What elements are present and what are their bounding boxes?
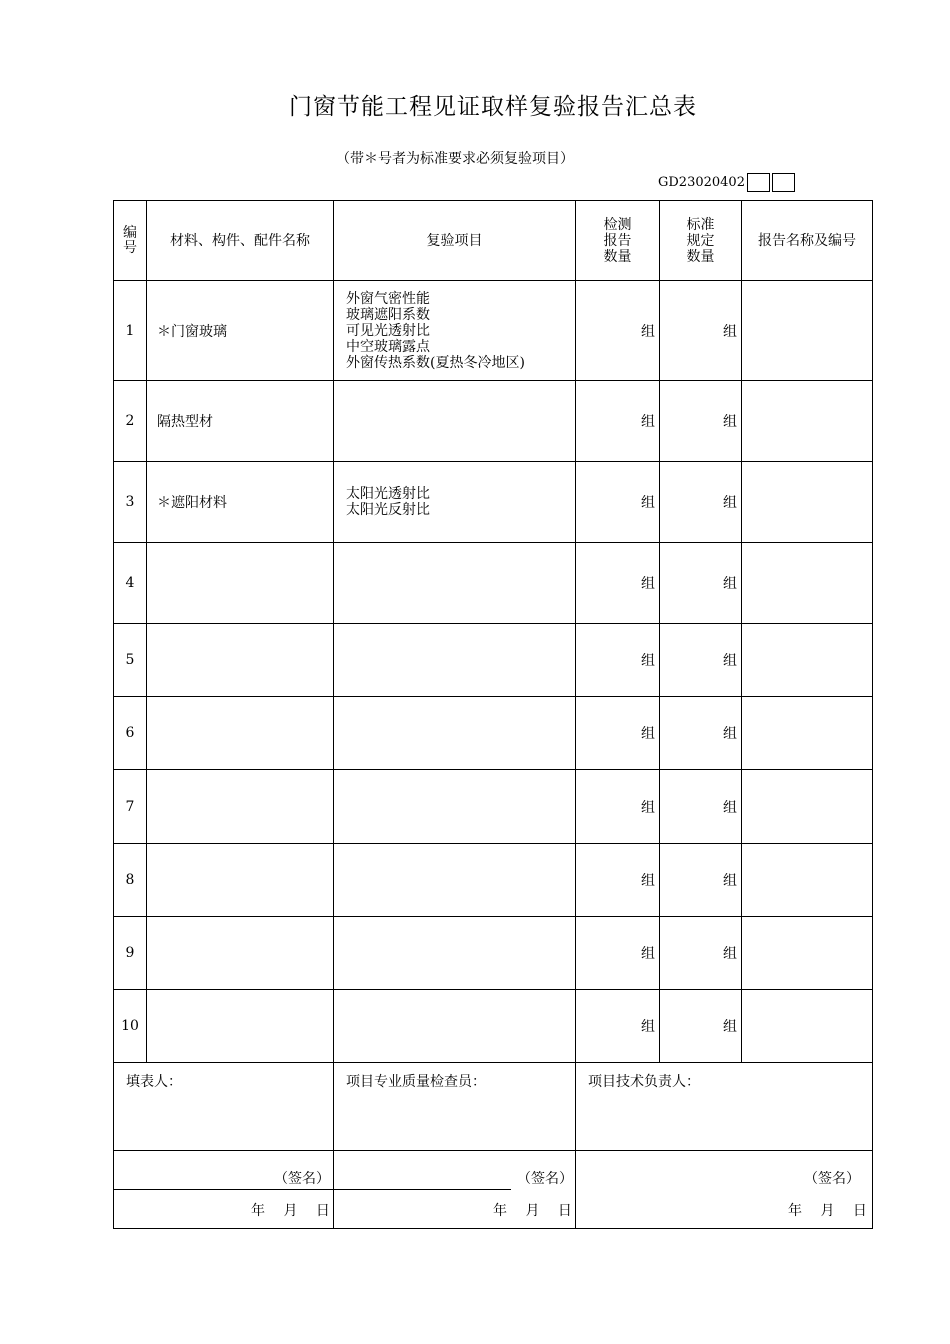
row-number: 2 — [114, 381, 147, 462]
material-name[interactable]: ＊遮阳材料 — [147, 462, 334, 543]
test-report-qty[interactable]: 组 — [576, 844, 660, 917]
report-name-number[interactable] — [742, 624, 873, 697]
doc-code-text: GD23020402 — [658, 175, 745, 190]
header-test-qty-text: 检测报告数量 — [603, 216, 632, 265]
report-name-number[interactable] — [742, 990, 873, 1063]
signature-label-row — [114, 1063, 873, 1151]
retest-items[interactable] — [334, 381, 576, 462]
inspector-sign-label: （签名） — [517, 1171, 573, 1187]
row-number: 7 — [114, 770, 147, 844]
table-row — [114, 624, 873, 697]
test-report-qty[interactable]: 组 — [576, 990, 660, 1063]
retest-items[interactable] — [334, 770, 576, 844]
material-name[interactable] — [147, 770, 334, 844]
test-report-qty[interactable]: 组 — [576, 281, 660, 381]
summary-table — [113, 200, 873, 1229]
table-row — [114, 990, 873, 1063]
report-name-number[interactable] — [742, 917, 873, 990]
standard-qty[interactable]: 组 — [660, 381, 742, 462]
report-name-number[interactable] — [742, 844, 873, 917]
retest-item: 外窗气密性能 — [346, 290, 430, 307]
table-row — [114, 844, 873, 917]
inspector-date — [493, 1200, 572, 1220]
test-report-qty[interactable]: 组 — [576, 624, 660, 697]
retest-items[interactable] — [334, 543, 576, 624]
table-row — [114, 543, 873, 624]
filler-month: 月 — [283, 1203, 298, 1219]
header-no — [114, 201, 147, 281]
material-name[interactable] — [147, 624, 334, 697]
standard-qty[interactable]: 组 — [660, 543, 742, 624]
report-name-number[interactable] — [742, 543, 873, 624]
inspector-month: 月 — [525, 1203, 540, 1219]
row-number: 6 — [114, 697, 147, 770]
report-name-number[interactable] — [742, 697, 873, 770]
row-number: 4 — [114, 543, 147, 624]
header-row — [114, 201, 873, 281]
test-report-qty[interactable]: 组 — [576, 770, 660, 844]
tech-lead-label: 项目技术负责人： — [576, 1063, 873, 1151]
tech-lead-sign-label: （签名） — [804, 1171, 860, 1187]
material-name[interactable] — [147, 697, 334, 770]
standard-qty[interactable]: 组 — [660, 624, 742, 697]
retest-items[interactable] — [334, 624, 576, 697]
material-name[interactable] — [147, 844, 334, 917]
header-no-text: 编号 — [123, 224, 137, 256]
retest-items[interactable] — [334, 462, 576, 543]
standard-qty[interactable]: 组 — [660, 844, 742, 917]
tech-lead-day: 日 — [852, 1203, 867, 1219]
filler-year: 年 — [251, 1203, 265, 1219]
test-report-qty[interactable]: 组 — [576, 462, 660, 543]
report-name-number[interactable] — [742, 281, 873, 381]
tech-lead-year: 年 — [788, 1203, 802, 1219]
doc-code-box-1[interactable] — [747, 173, 770, 192]
retest-item: 中空玻璃露点 — [346, 338, 430, 355]
retest-items[interactable] — [334, 917, 576, 990]
page-title: 门窗节能工程见证取样复验报告汇总表 — [289, 94, 697, 120]
material-name[interactable] — [147, 990, 334, 1063]
table-row — [114, 917, 873, 990]
standard-qty[interactable]: 组 — [660, 917, 742, 990]
page-subtitle: （带＊号者为标准要求必须复验项目） — [336, 151, 574, 167]
test-report-qty[interactable]: 组 — [576, 381, 660, 462]
header-items: 复验项目 — [334, 201, 576, 281]
doc-code — [658, 173, 795, 192]
inspector-sign-line — [334, 1189, 511, 1190]
retest-item: 外窗传热系数(夏热冬冷地区) — [346, 354, 525, 371]
standard-qty[interactable]: 组 — [660, 697, 742, 770]
test-report-qty[interactable]: 组 — [576, 543, 660, 624]
row-number: 9 — [114, 917, 147, 990]
filler-label: 填表人： — [114, 1063, 334, 1151]
retest-item: 太阳光反射比 — [346, 502, 430, 518]
inspector-label: 项目专业质量检查员： — [334, 1063, 576, 1151]
header-test-qty — [576, 201, 660, 281]
header-name: 材料、构件、配件名称 — [147, 201, 334, 281]
filler-signature-cell[interactable] — [114, 1151, 334, 1229]
header-report: 报告名称及编号 — [742, 201, 873, 281]
row-number: 8 — [114, 844, 147, 917]
row-number: 10 — [114, 990, 147, 1063]
test-report-qty[interactable]: 组 — [576, 917, 660, 990]
retest-items[interactable] — [334, 844, 576, 917]
row-number: 5 — [114, 624, 147, 697]
table-row — [114, 770, 873, 844]
standard-qty[interactable]: 组 — [660, 462, 742, 543]
material-name[interactable]: 隔热型材 — [147, 381, 334, 462]
report-name-number[interactable] — [742, 462, 873, 543]
retest-items[interactable] — [334, 697, 576, 770]
filler-date — [251, 1200, 330, 1220]
filler-day: 日 — [315, 1203, 330, 1219]
signature-row — [114, 1151, 873, 1229]
table-row — [114, 281, 873, 381]
filler-sign-label: （签名） — [274, 1171, 330, 1187]
table-row — [114, 462, 873, 543]
tech-lead-month: 月 — [820, 1203, 835, 1219]
filler-sign-line — [114, 1189, 333, 1190]
inspector-day: 日 — [557, 1203, 572, 1219]
report-name-number[interactable] — [742, 381, 873, 462]
doc-code-box-2[interactable] — [772, 173, 795, 192]
tech-lead-date — [788, 1200, 867, 1220]
retest-item: 可见光透射比 — [346, 322, 430, 339]
report-name-number[interactable] — [742, 770, 873, 844]
inspector-signature-cell[interactable] — [334, 1151, 576, 1229]
row-number: 1 — [114, 281, 147, 381]
standard-qty[interactable]: 组 — [660, 990, 742, 1063]
retest-item: 玻璃遮阳系数 — [346, 306, 430, 323]
header-std-qty — [660, 201, 742, 281]
tech-lead-signature-cell[interactable] — [576, 1151, 873, 1229]
retest-item: 太阳光透射比 — [346, 486, 430, 502]
retest-items[interactable] — [334, 990, 576, 1063]
standard-qty[interactable]: 组 — [660, 770, 742, 844]
row-number: 3 — [114, 462, 147, 543]
test-report-qty[interactable]: 组 — [576, 697, 660, 770]
retest-items[interactable] — [334, 281, 576, 381]
table-row — [114, 697, 873, 770]
inspector-year: 年 — [493, 1203, 507, 1219]
header-std-qty-text: 标准规定数量 — [686, 216, 715, 265]
material-name[interactable]: ＊门窗玻璃 — [147, 281, 334, 381]
table-row — [114, 381, 873, 462]
standard-qty[interactable]: 组 — [660, 281, 742, 381]
material-name[interactable] — [147, 917, 334, 990]
material-name[interactable] — [147, 543, 334, 624]
